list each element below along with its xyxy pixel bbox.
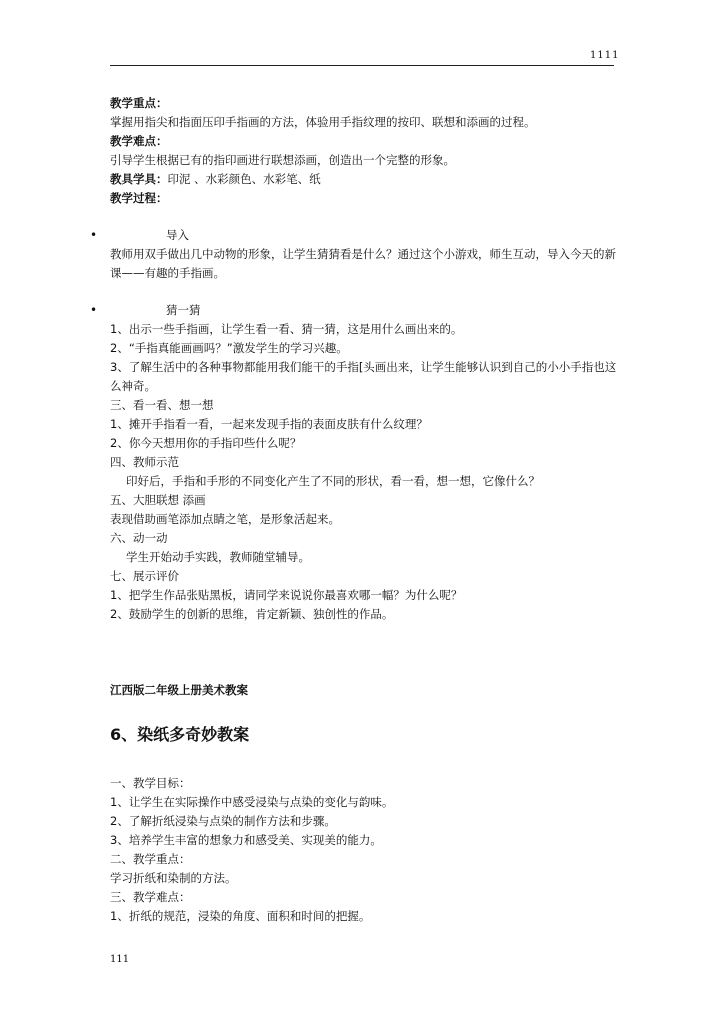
guess-line: 1、把学生作品张贴黑板，请同学来说说你最喜欢哪一幅？为什么呢？	[110, 588, 463, 602]
footer-page-number: 111	[110, 954, 130, 965]
step-heading: 七、展示评价	[110, 569, 179, 583]
guess-line: 2、“手指真能画画吗？”激发学生的学习兴趣。	[110, 341, 348, 355]
guess-line: 1、摊开手指看一看，一起来发现手指的表面皮肤有什么纹理？	[110, 417, 428, 431]
objective-line: 3、培养学生丰富的想象力和感受美、实现美的能力。	[110, 833, 382, 847]
guess-line: 1、出示一些手指画，让学生看一看、猜一猜，这是用什么画出来的。	[110, 322, 463, 336]
guess-line: 2、鼓励学生的创新的思维，肯定新颖、独创性的作品。	[110, 607, 394, 621]
step-heading: 三、看一看、想一想	[110, 398, 214, 412]
bullet-dot: •	[90, 228, 98, 242]
bullet-guess	[90, 301, 620, 320]
intro-body: 教师用双手做出几中动物的形象，让学生猜猜看是什么？通过这个小游戏，师生互动，导入今天的新课——有趣的手指画。	[110, 247, 616, 280]
key-points-text: 掌握用指尖和指面压印手指画的方法，体验用手指纹理的按印、联想和添画的过程。	[110, 115, 536, 129]
document-subtitle: 江西版二年级上册美术教案	[110, 683, 248, 697]
objective-line: 三、教学难点：	[110, 890, 191, 904]
bullet-intro-title: 导入	[166, 228, 189, 242]
objective-line: 1、折纸的规范，浸染的角度、面积和时间的把握。	[110, 909, 371, 923]
objective-line: 2、了解折纸浸染与点染的制作方法和步骤。	[110, 814, 336, 828]
process-label: 教学过程：	[110, 191, 168, 205]
objective-line: 二、教学重点：	[110, 852, 191, 866]
header-page-number: 1111	[590, 50, 620, 61]
header-rule	[110, 65, 614, 66]
guess-line: 2、你今天想用你的手指印些什么呢？	[110, 436, 302, 450]
step-heading: 六、动一动	[110, 531, 168, 545]
objective-line: 1、让学生在实际操作中感受浸染与点染的变化与韵味。	[110, 795, 394, 809]
tools-label: 教具学具：	[110, 172, 168, 186]
guess-line: 印好后，手指和手形的不同变化产生了不同的形状，看一看，想一想，它像什么？	[126, 474, 540, 488]
objective-line: 一、教学目标：	[110, 776, 191, 790]
guess-line: 3、了解生活中的各种事物都能用我们能干的手指[头画出来，让学生能够认识到自己的小小手指也这么神奇。	[110, 360, 617, 393]
step-heading: 五、大胆联想 添画	[110, 493, 206, 507]
objective-line: 学习折纸和染制的方法。	[110, 871, 237, 885]
guess-line: 学生开始动手实践，教师随堂辅导。	[126, 550, 310, 564]
bullet-guess-title: 猜一猜	[166, 303, 201, 317]
tools-text: 印泥 、水彩颜色、水彩笔、纸	[167, 172, 321, 186]
tools-line	[110, 170, 620, 189]
step-heading: 四、教师示范	[110, 455, 179, 469]
bullet-intro	[90, 226, 620, 245]
document-body	[90, 94, 620, 926]
difficulty-label: 教学难点：	[110, 134, 168, 148]
difficulty-text: 引导学生根据已有的指印画进行联想添画，创造出一个完整的形象。	[110, 153, 455, 167]
guess-line: 表现借助画笔添加点睛之笔，是形象活起来。	[110, 512, 340, 526]
lesson-title: 6、染纸多奇妙教案	[110, 725, 250, 744]
section-gap	[110, 624, 620, 681]
key-points-label: 教学重点：	[110, 96, 168, 110]
bullet-dot: •	[90, 303, 98, 317]
